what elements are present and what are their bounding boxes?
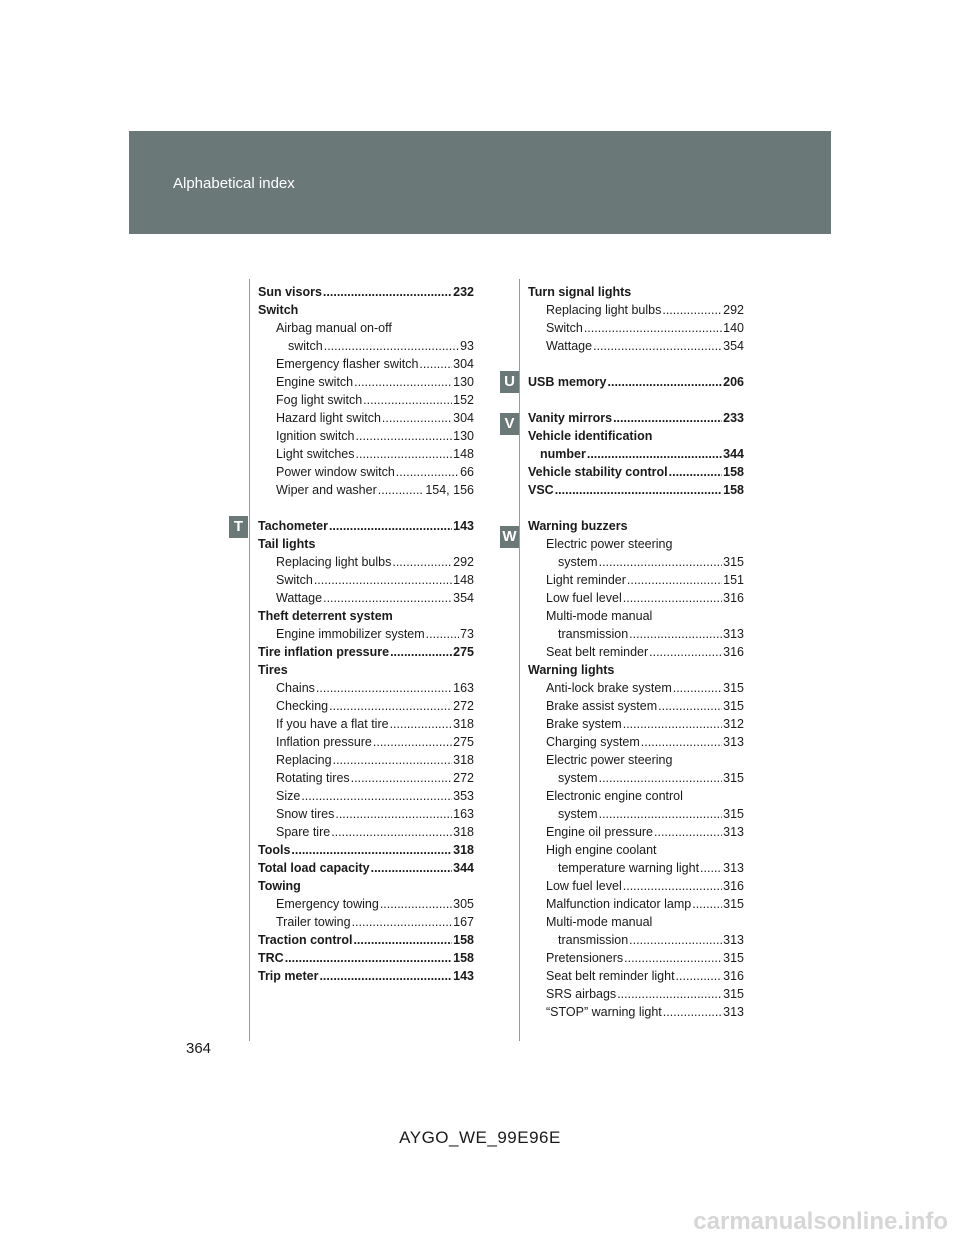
entry-page-number[interactable]: 151 — [723, 573, 744, 587]
dot-leader — [363, 391, 452, 409]
index-entry[interactable] — [258, 967, 474, 985]
entry-page-number[interactable]: 130 — [453, 429, 474, 443]
index-entry[interactable] — [258, 445, 474, 463]
entry-label: Malfunction indicator lamp — [546, 897, 692, 911]
index-subheading: Electric power steering — [546, 537, 673, 551]
dot-leader — [291, 841, 452, 859]
entry-label: system — [558, 807, 598, 821]
index-heading: Tires — [258, 663, 288, 677]
dot-leader — [301, 787, 452, 805]
entry-label: Wiper and washer — [276, 483, 377, 497]
entry-label: Seat belt reminder light — [546, 969, 675, 983]
entry-page-number[interactable]: 315 — [723, 987, 744, 1001]
entry-label: Checking — [276, 699, 329, 713]
index-entry[interactable] — [258, 283, 474, 301]
index-entry[interactable] — [528, 967, 744, 985]
entry-page-number[interactable]: 130 — [453, 375, 474, 389]
entry-label: Wattage — [546, 339, 593, 353]
entry-label: Traction control — [258, 933, 353, 947]
entry-page-number[interactable]: 152 — [453, 393, 474, 407]
entry-label: Hazard light switch — [276, 411, 381, 425]
index-entry[interactable] — [528, 301, 744, 319]
entry-label: Emergency towing — [276, 897, 379, 911]
entry-label: Brake system — [546, 717, 622, 731]
index-entry[interactable] — [258, 481, 474, 499]
dot-leader — [623, 715, 722, 733]
entry-page-number[interactable]: 316 — [723, 969, 744, 983]
index-entry[interactable] — [258, 427, 474, 445]
index-entry[interactable] — [528, 769, 744, 787]
entry-label: Pretensioners — [546, 951, 624, 965]
index-entry[interactable] — [528, 697, 744, 715]
index-heading: Warning lights — [528, 663, 615, 677]
index-entry[interactable] — [258, 553, 474, 571]
entry-page-number[interactable]: 275 — [453, 645, 474, 659]
letter-tab-w[interactable]: W — [500, 526, 519, 548]
entry-label: Total load capacity — [258, 861, 370, 875]
entry-page-number[interactable]: 315 — [723, 699, 744, 713]
entry-label: Tools — [258, 843, 291, 857]
entry-label: Emergency flasher switch — [276, 357, 419, 371]
spacer — [528, 355, 744, 373]
entry-label: Rotating tires — [276, 771, 350, 785]
entry-page-number[interactable]: 354 — [453, 591, 474, 605]
dot-leader — [617, 985, 722, 1003]
entry-label: Engine switch — [276, 375, 354, 389]
entry-label: Wattage — [276, 591, 323, 605]
index-entry[interactable] — [528, 679, 744, 697]
entry-page-number[interactable]: 316 — [723, 591, 744, 605]
dot-leader — [314, 571, 452, 589]
entry-page-number[interactable]: 313 — [723, 861, 744, 875]
dot-leader — [319, 967, 452, 985]
entry-page-number[interactable]: 312 — [723, 717, 744, 731]
dot-leader — [663, 1003, 722, 1021]
entry-page-number[interactable]: 163 — [453, 681, 474, 695]
entry-page-number[interactable]: 148 — [453, 447, 474, 461]
entry-label: Anti-lock brake system — [546, 681, 672, 695]
index-entry[interactable] — [258, 355, 474, 373]
entry-label: Charging system — [546, 735, 640, 749]
entry-page-number[interactable]: 272 — [453, 771, 474, 785]
index-heading: Towing — [258, 879, 301, 893]
entry-label: system — [558, 555, 598, 569]
dot-leader — [641, 733, 722, 751]
dot-leader — [669, 463, 723, 481]
entry-label: transmission — [558, 933, 629, 947]
index-entry[interactable] — [258, 769, 474, 787]
entry-page-number[interactable]: 275 — [453, 735, 474, 749]
entry-page-number[interactable]: 318 — [453, 825, 474, 839]
spacer — [528, 391, 744, 409]
dot-leader — [658, 697, 722, 715]
dot-leader — [378, 481, 425, 499]
index-entry[interactable] — [258, 337, 474, 355]
dot-leader — [352, 913, 453, 931]
entry-page-number[interactable]: 315 — [723, 555, 744, 569]
dot-leader — [323, 589, 452, 607]
index-entry[interactable] — [528, 625, 744, 643]
index-entry[interactable] — [528, 1003, 744, 1021]
entry-label: Inflation pressure — [276, 735, 372, 749]
spacer — [258, 499, 474, 517]
index-entry[interactable] — [528, 823, 744, 841]
entry-label: transmission — [558, 627, 629, 641]
letter-tab-t[interactable]: T — [229, 516, 248, 538]
entry-page-number[interactable]: 232 — [453, 285, 474, 299]
index-entry[interactable] — [258, 679, 474, 697]
entry-label: Sun visors — [258, 285, 322, 299]
dot-leader — [380, 895, 452, 913]
entry-label: Snow tires — [276, 807, 335, 821]
entry-page-number[interactable]: 313 — [723, 1005, 744, 1019]
entry-page-number[interactable]: 233 — [723, 411, 744, 425]
entry-label: Replacing — [276, 753, 332, 767]
entry-label: Engine immobilizer system — [276, 627, 425, 641]
entry-page-number[interactable]: 315 — [723, 897, 744, 911]
entry-label: Brake assist system — [546, 699, 658, 713]
index-entry[interactable] — [258, 463, 474, 481]
index-heading: Warning buzzers — [528, 519, 628, 533]
index-entry[interactable] — [258, 859, 474, 877]
dot-leader — [629, 931, 722, 949]
index-entry[interactable] — [528, 373, 744, 391]
column-divider-left — [249, 279, 250, 1041]
entry-label: Replacing light bulbs — [546, 303, 662, 317]
index-subheading: Electric power steering — [546, 753, 673, 767]
dot-leader — [323, 283, 452, 301]
entry-page-number[interactable]: 315 — [723, 807, 744, 821]
entry-label: Low fuel level — [546, 879, 622, 893]
entry-page-number[interactable]: 304 — [453, 411, 474, 425]
index-entry[interactable] — [258, 571, 474, 589]
entry-page-number[interactable]: 315 — [723, 951, 744, 965]
entry-label: VSC — [528, 483, 554, 497]
dot-leader — [333, 751, 453, 769]
entry-label: Light switches — [276, 447, 355, 461]
page-header-title: Alphabetical index — [173, 175, 295, 192]
index-entry[interactable] — [528, 715, 744, 733]
entry-page-number[interactable]: 318 — [453, 753, 474, 767]
index-column-left — [258, 283, 474, 985]
index-entry[interactable] — [528, 643, 744, 661]
index-entry[interactable] — [528, 895, 744, 913]
dot-leader — [627, 571, 722, 589]
entry-label: Tachometer — [258, 519, 328, 533]
entry-label: Engine oil pressure — [546, 825, 654, 839]
dot-leader — [676, 967, 723, 985]
entry-page-number[interactable]: 163 — [453, 807, 474, 821]
entry-label: Seat belt reminder — [546, 645, 649, 659]
dot-leader — [608, 373, 723, 391]
index-heading: Switch — [258, 303, 299, 317]
entry-label: SRS airbags — [546, 987, 617, 1001]
entry-page-number[interactable]: 158 — [453, 951, 474, 965]
dot-leader — [382, 409, 452, 427]
watermark-text: carmanualsonline.info — [693, 1208, 948, 1235]
index-entry[interactable] — [258, 391, 474, 409]
index-subheading: Multi-mode manual — [546, 609, 653, 623]
index-entry[interactable] — [528, 859, 744, 877]
index-entry[interactable] — [258, 733, 474, 751]
dot-leader — [599, 769, 723, 787]
dot-leader — [371, 859, 453, 877]
index-entry[interactable] — [528, 571, 744, 589]
entry-page-number[interactable]: 66 — [460, 465, 474, 479]
entry-page-number[interactable]: 344 — [453, 861, 474, 875]
index-entry[interactable] — [528, 589, 744, 607]
entry-label: Light reminder — [546, 573, 626, 587]
index-entry[interactable] — [528, 949, 744, 967]
entry-page-number[interactable]: 158 — [723, 483, 744, 497]
dot-leader — [629, 625, 722, 643]
entry-label: Spare tire — [276, 825, 331, 839]
entry-label: temperature warning light — [558, 861, 700, 875]
index-entry[interactable] — [258, 643, 474, 661]
index-subheading: Airbag manual on-off — [276, 321, 392, 335]
index-entry[interactable] — [258, 751, 474, 769]
entry-label: Low fuel level — [546, 591, 622, 605]
dot-leader — [426, 625, 459, 643]
dot-leader — [324, 337, 459, 355]
dot-leader — [353, 931, 452, 949]
entry-label: switch — [288, 339, 323, 353]
index-heading: Theft deterrent system — [258, 609, 393, 623]
entry-page-number[interactable]: 73 — [460, 627, 474, 641]
dot-leader — [623, 877, 722, 895]
entry-page-number[interactable]: 313 — [723, 933, 744, 947]
dot-leader — [373, 733, 452, 751]
index-entry[interactable] — [528, 733, 744, 751]
index-entry[interactable] — [258, 787, 474, 805]
dot-leader — [285, 949, 452, 967]
index-entry[interactable] — [258, 697, 474, 715]
index-entry[interactable] — [258, 913, 474, 931]
entry-label: TRC — [258, 951, 284, 965]
entry-label: Chains — [276, 681, 315, 695]
entry-label: Size — [276, 789, 301, 803]
index-entry[interactable] — [528, 553, 744, 571]
entry-label: Replacing light bulbs — [276, 555, 392, 569]
entry-label: If you have a flat tire — [276, 717, 389, 731]
entry-page-number[interactable]: 305 — [453, 897, 474, 911]
index-column-right — [528, 283, 744, 1021]
entry-page-number[interactable]: 316 — [723, 645, 744, 659]
index-entry[interactable] — [258, 373, 474, 391]
index-entry[interactable] — [258, 517, 474, 535]
dot-leader — [624, 949, 722, 967]
index-entry[interactable] — [528, 409, 744, 427]
entry-label: Vanity mirrors — [528, 411, 613, 425]
dot-leader — [351, 769, 452, 787]
index-entry[interactable] — [528, 445, 744, 463]
dot-leader — [649, 643, 722, 661]
entry-page-number[interactable]: 344 — [723, 447, 744, 461]
entry-page-number[interactable]: 93 — [460, 339, 474, 353]
entry-label: Tire inflation pressure — [258, 645, 390, 659]
dot-leader — [390, 715, 453, 733]
page-header — [129, 131, 831, 234]
index-entry[interactable] — [258, 841, 474, 859]
entry-page-number[interactable]: 143 — [453, 519, 474, 533]
letter-tab-v[interactable]: V — [500, 413, 519, 435]
index-entry[interactable] — [258, 949, 474, 967]
entry-page-number[interactable]: 154, 156 — [425, 483, 474, 497]
entry-label: Trailer towing — [276, 915, 351, 929]
spacer — [528, 499, 744, 517]
dot-leader — [356, 445, 453, 463]
dot-leader — [613, 409, 722, 427]
entry-page-number[interactable]: 206 — [723, 375, 744, 389]
dot-leader — [599, 553, 723, 571]
entry-page-number[interactable]: 316 — [723, 879, 744, 893]
letter-tab-u[interactable]: U — [500, 371, 519, 393]
index-entry[interactable] — [258, 589, 474, 607]
index-entry[interactable] — [258, 823, 474, 841]
entry-page-number[interactable]: 158 — [453, 933, 474, 947]
index-subheading: Electronic engine control — [546, 789, 683, 803]
entry-page-number[interactable]: 292 — [723, 303, 744, 317]
entry-label: Ignition switch — [276, 429, 355, 443]
entry-page-number[interactable]: 315 — [723, 681, 744, 695]
document-id: AYGO_WE_99E96E — [399, 1128, 561, 1147]
entry-page-number[interactable]: 353 — [453, 789, 474, 803]
dot-leader — [396, 463, 459, 481]
index-entry[interactable] — [528, 319, 744, 337]
index-entry[interactable] — [258, 625, 474, 643]
entry-page-number[interactable]: 354 — [723, 339, 744, 353]
dot-leader — [329, 517, 452, 535]
entry-page-number[interactable]: 292 — [453, 555, 474, 569]
index-entry[interactable] — [258, 895, 474, 913]
dot-leader — [356, 427, 453, 445]
entry-page-number[interactable]: 272 — [453, 699, 474, 713]
dot-leader — [419, 355, 452, 373]
entry-label: Vehicle stability control — [528, 465, 668, 479]
dot-leader — [354, 373, 452, 391]
index-heading: Vehicle identification — [528, 429, 653, 443]
column-divider-right — [519, 279, 520, 1041]
entry-page-number[interactable]: 313 — [723, 825, 744, 839]
index-entry[interactable] — [258, 805, 474, 823]
dot-leader — [555, 481, 722, 499]
dot-leader — [623, 589, 722, 607]
index-entry[interactable] — [528, 877, 744, 895]
entry-page-number[interactable]: 318 — [453, 717, 474, 731]
dot-leader — [316, 679, 452, 697]
entry-page-number[interactable]: 315 — [723, 771, 744, 785]
entry-page-number[interactable]: 304 — [453, 357, 474, 371]
dot-leader — [331, 823, 452, 841]
index-heading: Tail lights — [258, 537, 316, 551]
entry-label: Power window switch — [276, 465, 395, 479]
entry-label: Trip meter — [258, 969, 319, 983]
index-entry[interactable] — [528, 805, 744, 823]
dot-leader — [673, 679, 722, 697]
entry-page-number[interactable]: 318 — [453, 843, 474, 857]
entry-label: system — [558, 771, 598, 785]
index-subheading: Multi-mode manual — [546, 915, 653, 929]
index-entry[interactable] — [528, 463, 744, 481]
entry-page-number[interactable]: 148 — [453, 573, 474, 587]
entry-page-number[interactable]: 140 — [723, 321, 744, 335]
index-entry[interactable] — [528, 931, 744, 949]
index-entry[interactable] — [528, 337, 744, 355]
entry-label: “STOP” warning light — [546, 1005, 662, 1019]
index-entry[interactable] — [258, 931, 474, 949]
dot-leader — [662, 301, 722, 319]
dot-leader — [390, 643, 452, 661]
entry-page-number[interactable]: 167 — [453, 915, 474, 929]
dot-leader — [335, 805, 452, 823]
entry-page-number[interactable]: 313 — [723, 627, 744, 641]
entry-page-number[interactable]: 143 — [453, 969, 474, 983]
index-entry[interactable] — [258, 409, 474, 427]
index-entry[interactable] — [528, 481, 744, 499]
entry-label: Switch — [546, 321, 583, 335]
entry-page-number[interactable]: 313 — [723, 735, 744, 749]
dot-leader — [692, 895, 722, 913]
dot-leader — [654, 823, 722, 841]
index-subheading: High engine coolant — [546, 843, 657, 857]
dot-leader — [329, 697, 452, 715]
dot-leader — [593, 337, 722, 355]
entry-page-number[interactable]: 158 — [723, 465, 744, 479]
dot-leader — [700, 859, 722, 877]
page-number: 364 — [186, 1040, 212, 1057]
entry-label: USB memory — [528, 375, 607, 389]
dot-leader — [584, 319, 722, 337]
dot-leader — [392, 553, 452, 571]
dot-leader — [587, 445, 722, 463]
dot-leader — [599, 805, 723, 823]
entry-label: number — [540, 447, 586, 461]
index-entry[interactable] — [528, 985, 744, 1003]
index-heading: Turn signal lights — [528, 285, 632, 299]
index-entry[interactable] — [258, 715, 474, 733]
entry-label: Fog light switch — [276, 393, 363, 407]
entry-label: Switch — [276, 573, 313, 587]
